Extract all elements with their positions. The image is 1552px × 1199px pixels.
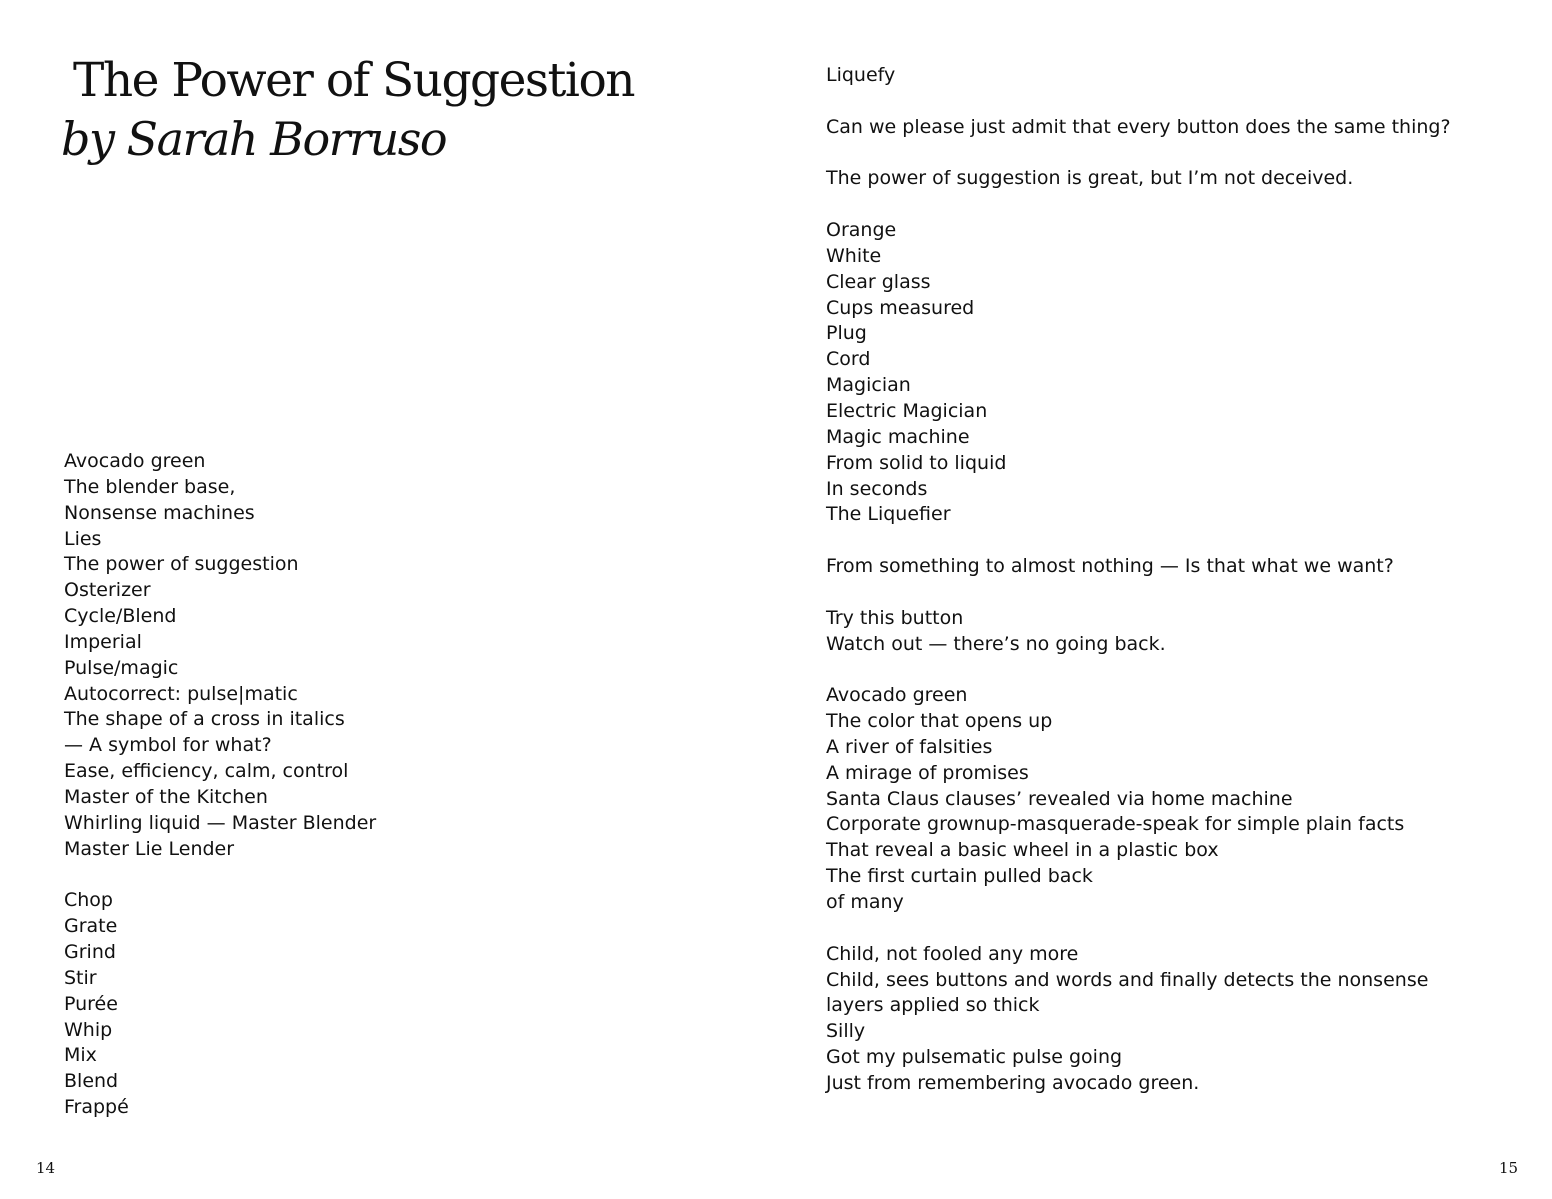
poem-line: Orange <box>826 219 897 242</box>
poem-line: Nonsense machines <box>64 501 255 524</box>
poem-line: Purée <box>64 992 118 1015</box>
right-page <box>776 0 1552 1199</box>
poem-line: Electric Magician <box>826 399 988 422</box>
poem-line: Cups measured <box>826 296 975 319</box>
poem-line: Watch out — there’s no going back. <box>826 632 1166 655</box>
poem-line: The color that opens up <box>826 710 1053 733</box>
poem-line: Liquefy <box>826 64 896 86</box>
poem-line: The power of suggestion is great, but I’m not deceived. <box>826 167 1354 190</box>
poem-line: That reveal a basic wheel in a plastic box <box>826 839 1219 862</box>
poem-line: Corporate grownup-masquerade-speak for simple plain facts <box>826 813 1405 836</box>
poem-line: Whip <box>64 1018 113 1041</box>
poem-line: Imperial <box>64 630 142 653</box>
poem-line: The power of suggestion <box>64 553 299 576</box>
poem-line: Grate <box>64 915 118 938</box>
poem-line: Mix <box>64 1044 97 1067</box>
poem-line: From solid to liquid <box>826 451 1007 474</box>
poem-line: Cycle/Blend <box>64 605 177 628</box>
poem-line: The shape of a cross in italics <box>64 708 345 731</box>
poem-line: of many <box>826 891 904 913</box>
poem-line: The Liquefier <box>826 503 951 526</box>
stanza-break <box>826 192 1451 218</box>
poem-line: Just from remembering avocado green. <box>826 1071 1200 1094</box>
poem-line: Master of the Kitchen <box>64 785 268 808</box>
poem-line: layers applied so thick <box>826 994 1040 1017</box>
poem-line: White <box>826 244 882 267</box>
poem-line: Osterizer <box>64 579 151 602</box>
page-number-right: 15 <box>1499 1159 1519 1177</box>
poem-line: Lies <box>64 527 102 550</box>
stanza-break <box>826 657 1451 683</box>
stanza-break <box>64 863 376 889</box>
poem-line: Magician <box>826 374 911 397</box>
poem-line: In seconds <box>826 477 928 500</box>
poem-line: Avocado green <box>64 450 206 472</box>
poem-line: Frappé <box>64 1096 129 1119</box>
poem-line: Pulse/magic <box>64 656 179 679</box>
poem-line: Child, not fooled any more <box>826 942 1079 965</box>
poem-line: Got my pulsematic pulse going <box>826 1046 1123 1069</box>
stanza-break <box>826 580 1451 606</box>
poem-line: Can we please just admit that every button does the same thing? <box>826 115 1451 138</box>
poem-line: Clear glass <box>826 270 931 293</box>
poem-line: Try this button <box>826 606 964 629</box>
poem-line: A mirage of promises <box>826 761 1029 784</box>
poem-byline: by Sarah Borruso <box>61 112 447 166</box>
page-number-left: 14 <box>36 1159 56 1177</box>
poem-body-right <box>826 63 1451 1097</box>
poem-line: Avocado green <box>826 684 968 707</box>
poem-line: Magic machine <box>826 425 970 448</box>
poem-title: The Power of Suggestion <box>73 53 635 108</box>
poem-line: Master Lie Lender <box>64 837 235 860</box>
poem-line: Silly <box>826 1020 866 1043</box>
poem-line: Grind <box>64 941 116 964</box>
stanza-break <box>826 528 1451 554</box>
stanza-break <box>826 89 1451 115</box>
poem-line: Plug <box>826 322 867 345</box>
stanza-break <box>826 141 1451 167</box>
poem-line: Ease, efficiency, calm, control <box>64 760 349 783</box>
poem-line: The blender base, <box>64 475 236 498</box>
poem-line: A river of falsities <box>826 735 993 758</box>
poem-line: Autocorrect: pulse|matic <box>64 682 298 705</box>
poem-line: — A symbol for what? <box>64 734 272 757</box>
poem-line: Chop <box>64 889 113 912</box>
poem-body-left <box>64 449 376 1121</box>
poem-line: The first curtain pulled back <box>826 865 1093 888</box>
poem-line: Blend <box>64 1070 119 1093</box>
poem-line: Stir <box>64 966 97 989</box>
poem-line: Cord <box>826 348 871 371</box>
poem-line: Santa Claus clauses’ revealed via home machine <box>826 787 1293 810</box>
stanza-break <box>826 916 1451 942</box>
poem-line: From something to almost nothing — Is that what we want? <box>826 555 1394 578</box>
poem-line: Child, sees buttons and words and finally detects the nonsense <box>826 968 1429 991</box>
poem-line: Whirling liquid — Master Blender <box>64 811 377 834</box>
